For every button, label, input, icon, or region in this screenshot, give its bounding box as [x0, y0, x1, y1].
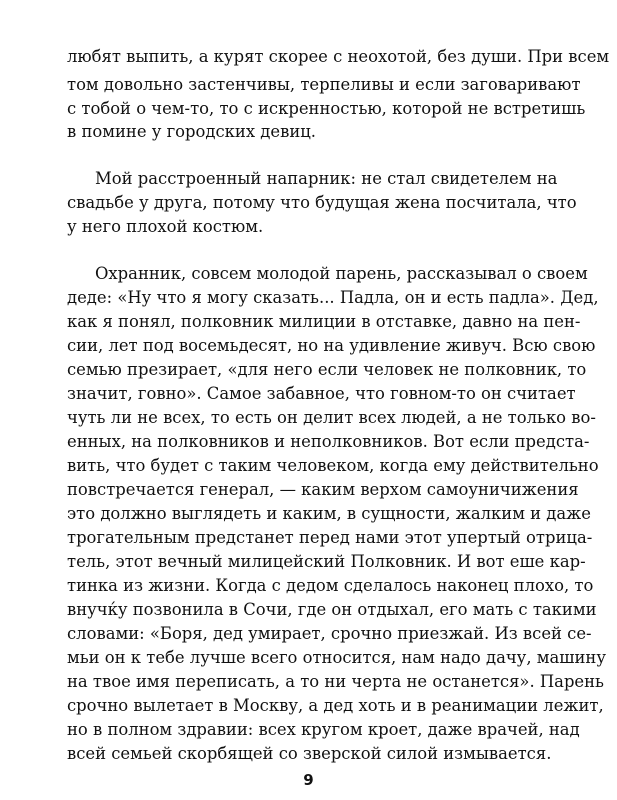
text-line: трогательным предстанет перед нами этот упертый отрица-	[67, 528, 593, 547]
text-line: том довольно застенчивы, терпеливы и если заговаривают	[67, 75, 581, 94]
page-number: 9	[303, 771, 314, 789]
text-line: сии, лет под восемьдесят, но на удивление живуч. Всю свою	[67, 336, 596, 355]
text-line: мьи он к тебе лучше всего относится, нам надо дачу, машину	[67, 648, 607, 667]
text-line: это должно выглядеть и каким, в сущности, жалким и даже	[67, 504, 591, 523]
text-line: енных, на полковников и неполковников. Вот если предста-	[67, 432, 590, 451]
text-line: Мой расстроенный напарник: не стал свидетелем на	[95, 169, 558, 188]
text-line: как я понял, полковник милиции в отставке, давно на пен-	[67, 312, 581, 331]
text-line: семью презирает, «для него если человек не полковник, то	[67, 360, 587, 379]
text-line: тель, этот вечный милицейский Полковник. И вот еше кар-	[67, 552, 586, 571]
text-line: у него плохой костюм.	[67, 217, 264, 236]
text-line: тинка из жизни. Когда с дедом сделалось наконец плохо, то	[67, 576, 594, 595]
text-line: срочно вылетает в Москву, а дед хоть и в реанимации лежит,	[67, 696, 604, 715]
text-line: в помине у городских девиц.	[67, 122, 316, 141]
text-line: всей семьей скорбящей со зверской силой измывается.	[67, 744, 552, 763]
text-line: внучќу позвонила в Сочи, где он отдыхал, его мать с такими	[67, 600, 597, 619]
text-line: с тобой о чем-то, то с искренностью, которой не встретишь	[67, 99, 586, 118]
text-line: словами: «Боря, дед умирает, срочно приезжай. Из всей се-	[67, 624, 592, 643]
text-line: значит, говно». Самое забавное, что говном-то он считает	[67, 384, 576, 403]
text-line: но в полном здравии: всех кругом кроет, даже врачей, над	[67, 720, 580, 739]
text-line: Охранник, совсем молодой парень, рассказывал о своем	[95, 264, 588, 283]
text-line: любят выпить, а курят скорее с неохотой, без души. При всем	[67, 47, 610, 66]
text-line: свадьбе у друга, потому что будущая жена посчитала, что	[67, 193, 577, 212]
text-line: деде: «Ну что я могу сказать... Падла, он и есть падла». Дед,	[67, 288, 599, 307]
text-line: чуть ли не всех, то есть он делит всех людей, а не только во-	[67, 408, 596, 427]
text-line: на твое имя переписать, а то ни черта не останется». Парень	[67, 672, 604, 691]
text-line: повстречается генерал, — каким верхом самоуничижения	[67, 480, 579, 499]
text-line: вить, что будет с таким человеком, когда ему действительно	[67, 456, 599, 475]
